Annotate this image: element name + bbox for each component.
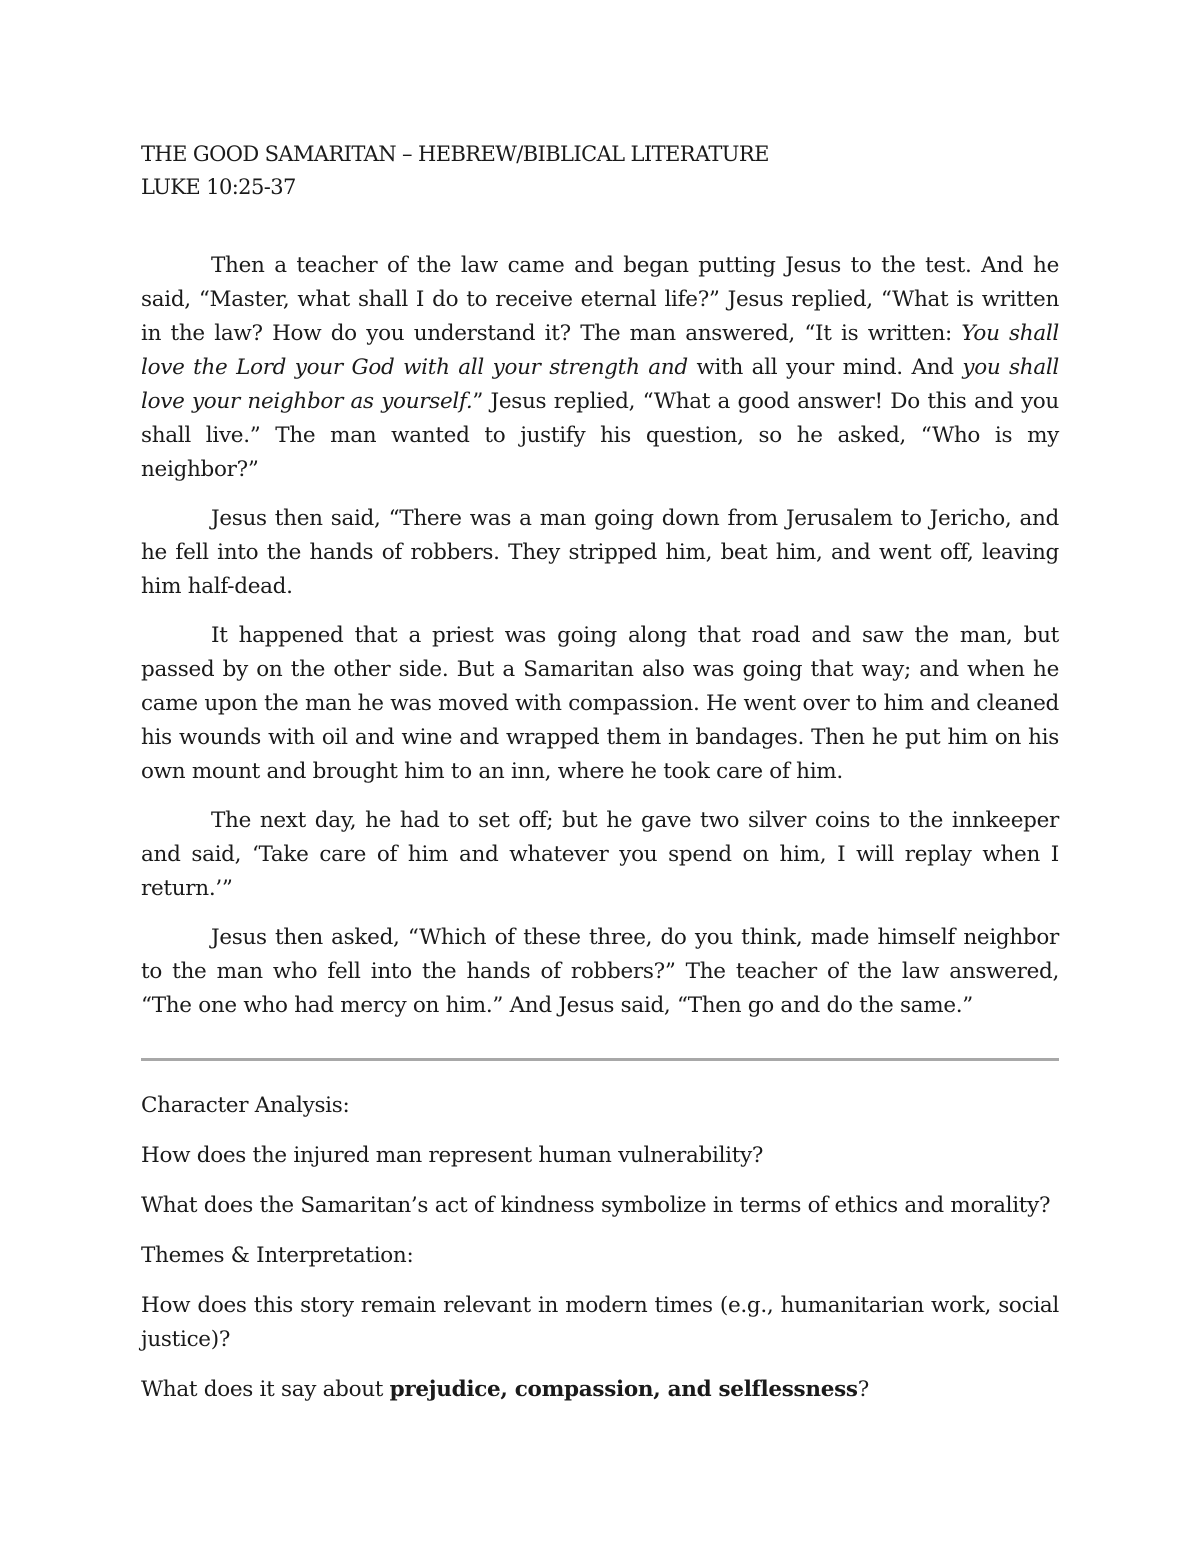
italic-quote: You shall love the Lord your God with all your strength and	[141, 321, 1059, 380]
story-paragraph-2: Jesus then said, “There was a man going down from Jerusalem to Jericho, and he fell into the hands of robbers. They stripped him, beat him, and went off, leaving him half-dead.	[141, 506, 1059, 599]
question-2: What does the Samaritan’s act of kindness symbolize in terms of ethics and morality?	[141, 1193, 1051, 1218]
text-run: with all your mind. And	[687, 355, 963, 380]
question-3: How does this story remain relevant in modern times (e.g., humanitarian work, social justice)?	[141, 1293, 1059, 1352]
story-paragraph-1	[141, 249, 1059, 487]
document-page	[141, 138, 1059, 1423]
character-analysis-heading: Character Analysis:	[141, 1093, 350, 1118]
question-1: How does the injured man represent human vulnerability?	[141, 1143, 764, 1168]
horizontal-divider	[141, 1058, 1059, 1061]
story-paragraph-5: Jesus then asked, “Which of these three, do you think, made himself neighbor to the man who fell into the hands of robbers?” The teacher of the law answered, “The one who had mercy on him.” And Jesus said, “Then go and do the same.”	[141, 925, 1059, 1018]
text-run: ” Jesus replied, “What a good answer! Do this and you shall live.” The man wanted to justify his question, so he asked, “Who is my neighbor?”	[141, 389, 1059, 482]
themes-heading: Themes & Interpretation:	[141, 1243, 414, 1268]
story-text	[141, 249, 1059, 1023]
title-block	[141, 138, 1059, 204]
text-run: ?	[857, 1377, 869, 1402]
text-run: Then a teacher of the law came and began putting Jesus to the test. And he said, “Master, what shall I do to receive eternal life?” Jesus replied, “What is written in the law? How do you understand it? The man answered, “It is written:	[141, 253, 1059, 346]
italic-quote: you shall love your neighbor as yourself.	[141, 355, 1059, 414]
question-4	[141, 1373, 1059, 1407]
bold-phrase: prejudice, compassion, and selflessness	[389, 1377, 858, 1402]
story-paragraph-4: The next day, he had to set off; but he gave two silver coins to the innkeeper and said, ‘Take care of him and whatever you spend on him, I will replay when I return.’”	[141, 808, 1059, 901]
scripture-reference: LUKE 10:25-37	[141, 175, 296, 199]
text-run: What does it say about	[141, 1377, 390, 1402]
document-title: THE GOOD SAMARITAN – HEBREW/BIBLICAL LITERATURE	[141, 142, 769, 166]
story-paragraph-3: It happened that a priest was going along that road and saw the man, but passed by on the other side. But a Samaritan also was going that way; and when he came upon the man he was moved with compassion. He went over to him and cleaned his wounds with oil and wine and wrapped them in bandages. Then he put him on his own mount and brought him to an inn, where he took care of him.	[141, 623, 1059, 784]
discussion-questions	[141, 1089, 1059, 1407]
